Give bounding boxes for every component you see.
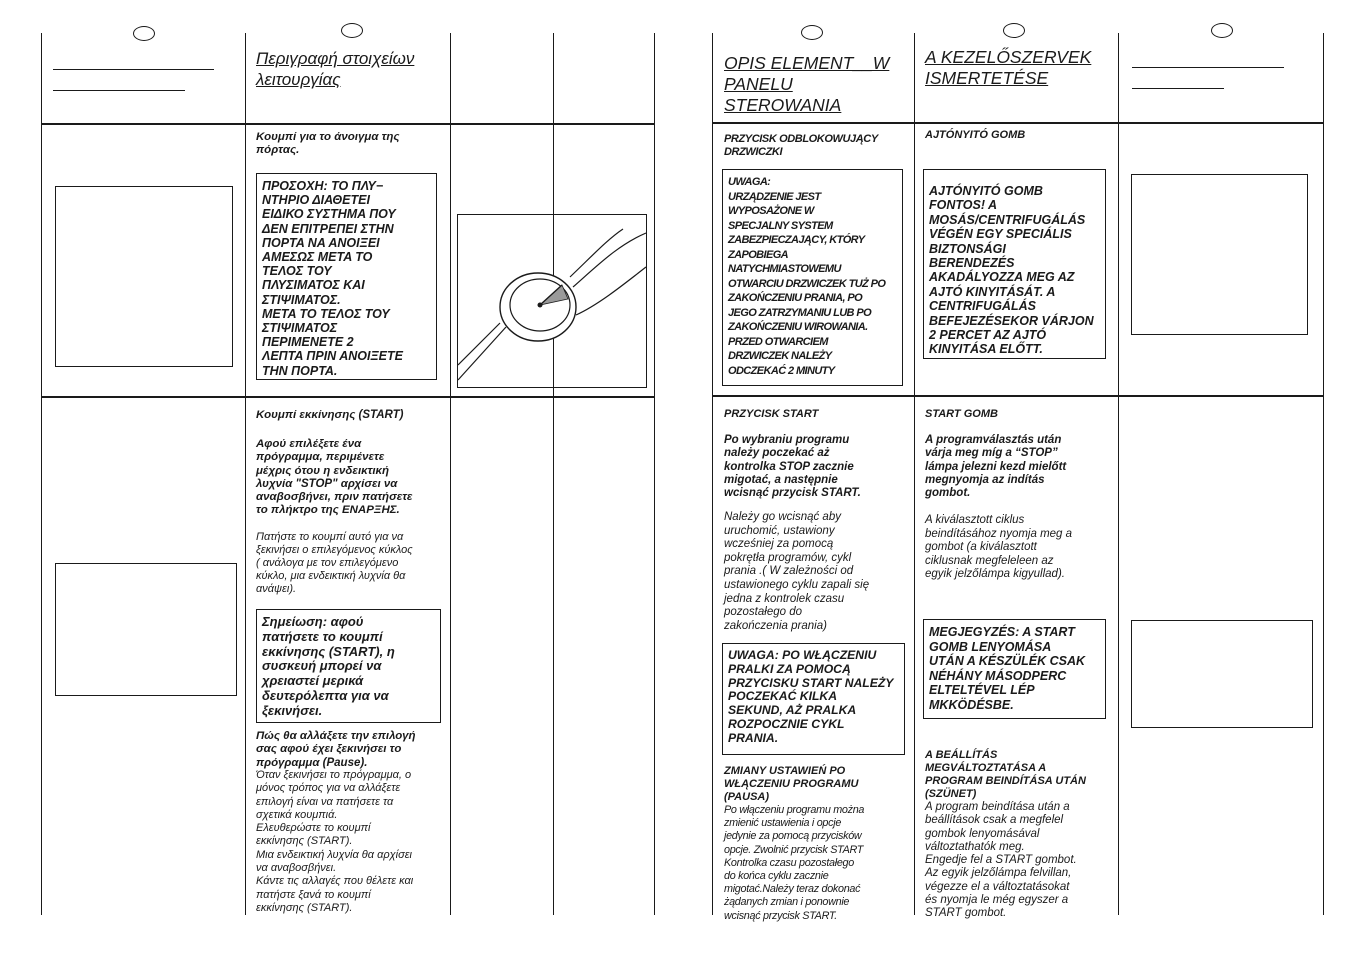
row-divider — [41, 123, 655, 125]
hungarian-section-title: A KEZELŐSZERVEK ISMERTETÉSE — [925, 47, 1092, 88]
language-marker-circle — [133, 26, 155, 41]
language-marker-circle — [1003, 23, 1025, 38]
column-divider — [245, 33, 246, 915]
blank-title-line — [53, 69, 214, 70]
column-divider — [914, 33, 915, 915]
hungarian-start-text: A kiválasztott ciklus beindításához nyomja meg a gombot (a kiválasztott ciklusnak megfeleleen az egyik jelzőlámpa kigyullad). — [925, 514, 1073, 581]
hungarian-start-bold-text: A programválasztás után várja meg míg a “STOP” lámpa jelezni kezd mielőtt megnyomja az indítás gombot. — [925, 434, 1067, 500]
hungarian-pause-text: A program beindítása után a beállítások csak a megfelel gombok lenyomásával változtathatók meg. Engedje fel a START gombot. Az egyik jelzőlámpa felvillan, végezze el a változtatásokat és nyomja le még egyszer a START gombot. — [925, 801, 1077, 920]
polish-door-warning-box: UWAGA: URZĄDZENIE JEST WYPOSAŻONE W SPECJALNY SYSTEM ZABEZPIECZAJĄCY, KTÓRY ZAPOBIEGA NATYCHMIASTOWEMU OTWARCIU DRZWICZEK TUŻ PO ZAKOŃCZENIU PRANIA, PO JEGO ZATRZYMANIU LUB PO ZAKOŃCZENIU WIROWANIA. PRZED OTWARCIEM DRZWICZEK NALEŻY ODCZEKAĆ 2 MINUTY — [722, 169, 903, 386]
right-border — [1323, 33, 1324, 915]
row-divider — [712, 122, 1324, 124]
blank-title-line — [1132, 88, 1224, 89]
hungarian-start-note-box: MEGJEGYZÉS: A START GOMB LENYOMÁSA UTÁN A KÉSZÜLÉK CSAK NÉHÁNY MÁSODPERC ELTELTÉVEL LÉP MKKÖDÉSBE. — [923, 619, 1106, 719]
hungarian-door-heading: AJTÓNYITÓ GOMB — [925, 129, 1026, 141]
greek-section-title: Περιγραφή στοιχείων λειτουργίας — [256, 49, 415, 89]
door-button-drawing — [458, 215, 646, 387]
empty-text-box — [55, 186, 233, 367]
left-border — [41, 33, 42, 915]
polish-start-text: Należy go wcisnąć aby uruchomić, ustawiony wcześniej za pomocą pokrętła programów, cykl prania .( W zależności od ustawionego cyklu zapali się jedna z kontrolek czasu pozostałego do zakończenia prania) — [724, 511, 870, 632]
greek-pause-text: Όταν ξεκινήσει το πρόγραμμα, ο μόνος τρόπος για να αλλάξετε επιλογή είναι να πατήσετε τα σχετικά κουμπιά. Ελευθερώστε το κουμπί εκκίνησης (START). Μια ενδεικτική λυχνία θα αρχίσει να αναβοσβήνει. Κάντε τις αλλαγές που θέλετε και πατήστε ξανά το κουμπί εκκίνησης (START). — [256, 769, 414, 914]
polish-start-note-box: UWAGA: PO WŁĄCZENIU PRALKI ZA POMOCĄ PRZYCISKU START NALEŻY POCZEKAĆ KILKA SEKUND, AŻ PRALKA ROZPOCZNIE CYKL PRANIA. — [722, 643, 905, 755]
polish-pause-text: Po włączeniu programu można zmienić ustawienia i opcje jedynie za pomocą przycisków opcje. Zwolnić przycisk START Kontrolka czasu pozostałego do końca cyklu zacznie migotać.Należy teraz dokonać żądanych zmian i ponownie wcisnąć przycisk START. — [724, 804, 865, 922]
empty-text-box — [1131, 174, 1308, 335]
page-divider — [712, 33, 713, 915]
column-divider — [450, 33, 451, 915]
greek-door-warning-box: ΠΡΟΣΟΧΗ: ΤΟ ΠΛΥ− ΝΤΗΡΙΟ ΔΙΑΘΕΤΕΙ ΕΙΔΙΚΟ ΣΥΣΤΗΜΑ ΠΟΥ ΔΕΝ ΕΠΙΤΡΕΠΕΙ ΣΤΗΝ ΠΟΡΤΑ ΝΑ ΑΝΟΙΞΕΙ ΑΜΕΣΩΣ ΜΕΤΑ ΤΟ ΤΕΛΟΣ ΤΟΥ ΠΛΥΣΙΜΑΤΟΣ ΚΑΙ ΣΤΙΨΙΜΑΤΟΣ. ΜΕΤΑ ΤΟ ΤΕΛΟΣ ΤΟΥ ΣΤΙΨΙΜΑΤΟΣ ΠΕΡΙΜΕΝΕΤΕ 2 ΛΕΠΤΑ ΠΡΙΝ ΑΝΟΙΞΕΤΕ ΤΗΝ ΠΟΡΤΑ. — [256, 173, 437, 380]
hungarian-pause-heading: A BEÁLLÍTÁS MEGVÁLTOZTATÁSA A PROGRAM BEINDÍTÁSA UTÁN (SZÜNET) — [925, 749, 1086, 800]
polish-door-heading: PRZYCISK ODBLOKOWUJĄCY DRZWICZKI — [724, 133, 878, 159]
blank-title-line — [1132, 67, 1284, 68]
language-marker-circle — [1211, 23, 1233, 38]
row-divider — [712, 395, 1324, 397]
polish-pause-heading: ZMIANY USTAWIEŃ PO WŁĄCZENIU PROGRAMU (PAUSA) — [724, 765, 859, 803]
empty-text-box — [55, 563, 237, 696]
greek-pause-heading: Πώς θα αλλάξετε την επιλογή σας αφού έχει ξεκινήσει το πρόγραμμα (Pause). — [256, 730, 416, 769]
polish-start-heading: PRZYCISK START — [724, 408, 819, 420]
greek-start-bold-text: Αφού επιλέξετε ένα πρόγραμμα, περιμένετε μέχρις ότου η ενδεικτική λυχνία "STOP" αρχίσει να αναβοσβήνει, πριν πατήσετε το πλήκτρο της ΕΝΑΡΞΗΣ. — [256, 438, 413, 517]
empty-text-box — [1131, 620, 1313, 728]
polish-section-title: OPIS ELEMENT__W PANELU STEROWANIA — [724, 53, 890, 115]
hungarian-door-warning-box: AJTÓNYITÓ GOMB FONTOS! A MOSÁS/CENTRIFUGÁLÁS VÉGÉN EGY SPECIÁLIS BIZTONSÁGI BERENDEZÉS AKADÁLYOZZA MEG AZ AJTÓ KINYITÁSÁT. A CENTRIFUGÁLÁS BEFEJEZÉSEKOR VÁRJON 2 PERCET AZ AJTÓ KINYITÁSA ELŐTT. — [923, 169, 1106, 359]
column-divider — [1118, 33, 1119, 915]
language-marker-circle — [341, 23, 363, 38]
hungarian-start-heading: START GOMB — [925, 408, 998, 420]
language-marker-circle — [801, 25, 823, 40]
door-button-illustration — [457, 214, 647, 388]
page-divider — [654, 33, 655, 915]
polish-start-bold-text: Po wybraniu programu należy poczekać aż kontrolka STOP zacznie migotać, a następnie wcisnąć przycisk START. — [724, 434, 861, 500]
greek-start-text: Πατήστε το κουμπί αυτό για να ξεκινήσει ο επιλεγόμενος κύκλος ( ανάλογα με τον επιλεγόμενο κύκλο, μια ενδεικτική λυχνία θα ανάψει). — [256, 531, 413, 595]
greek-start-heading: Κουμπί εκκίνησης (START) — [256, 409, 404, 421]
column-divider — [553, 33, 554, 915]
row-divider — [41, 396, 655, 398]
blank-title-line — [53, 90, 185, 91]
greek-start-note-box: Σημείωση: αφού πατήσετε το κουμπί εκκίνησης (START), η συσκευή μπορεί να χρειαστεί μερικά δευτερόλεπτα για να ξεκινήσει. — [256, 609, 441, 723]
greek-door-heading: Κουμπί για το άνοιγμα της πόρτας. — [256, 131, 400, 157]
